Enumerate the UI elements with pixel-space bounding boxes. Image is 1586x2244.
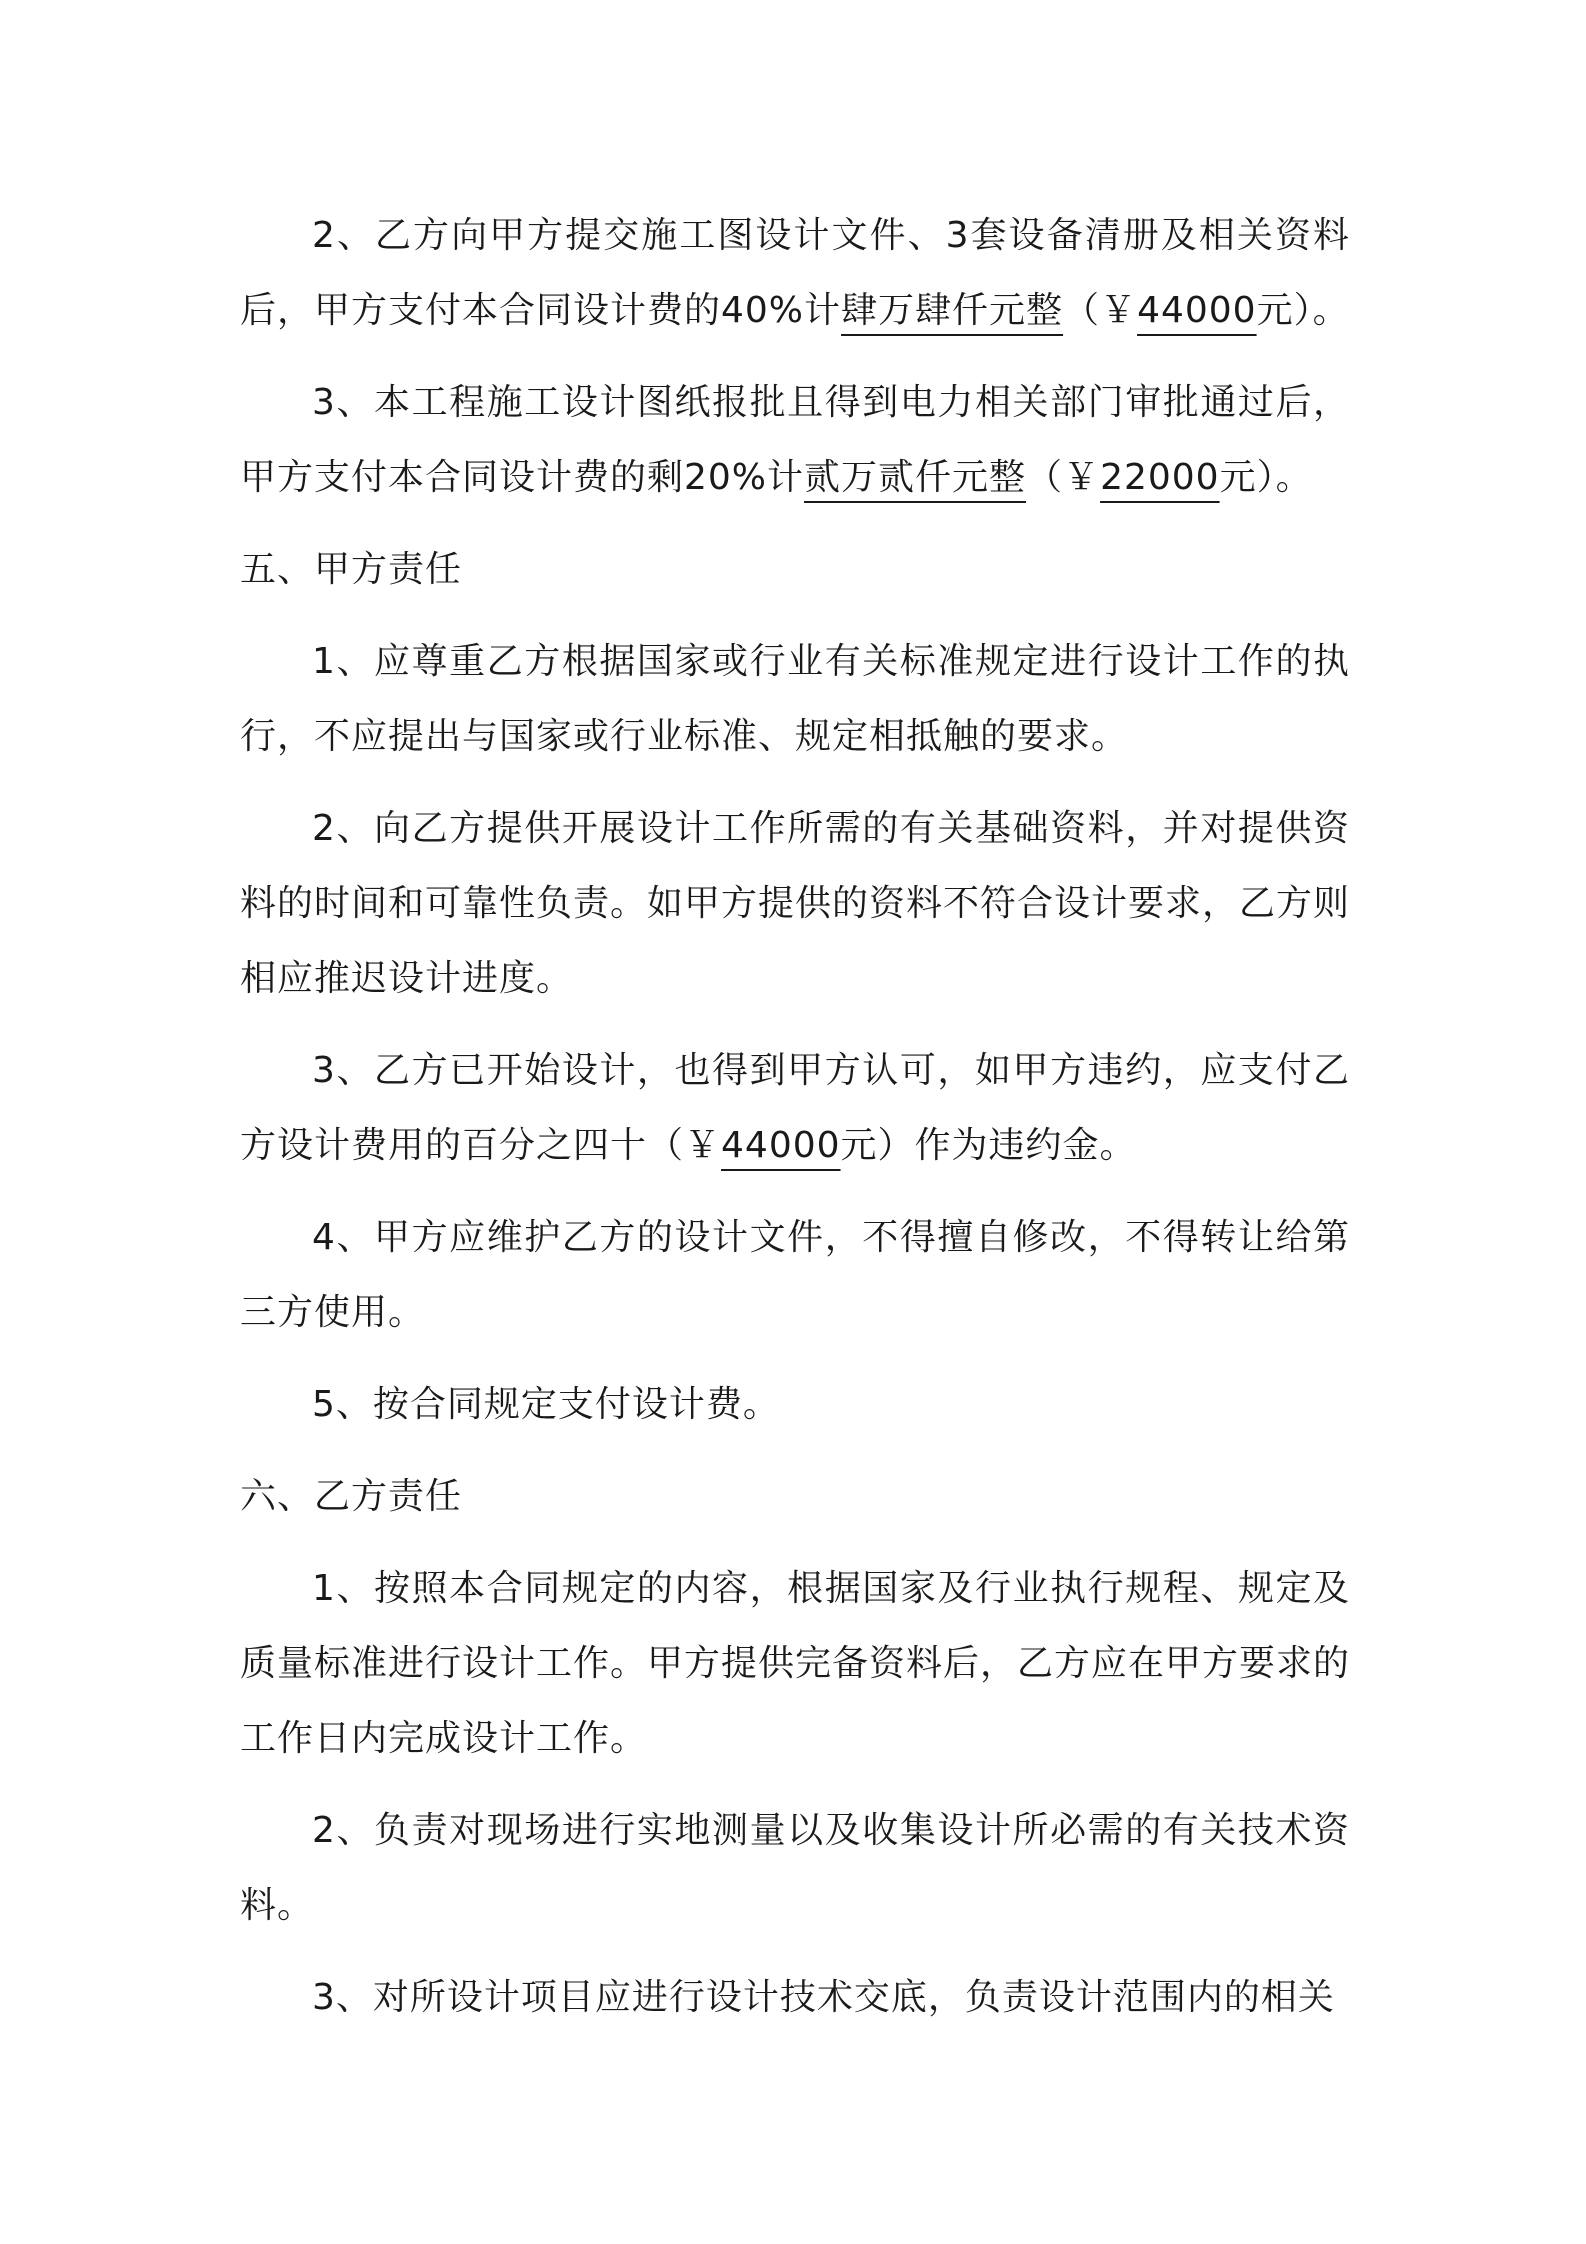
party-a-duty-3-tail: 元）作为违约金。 (840, 1125, 1137, 1166)
party-a-duty-1: 1、应尊重乙方根据国家或行业有关标准规定进行设计工作的执行，不应提出与国家或行业标准、规定相抵触的要求。 (240, 641, 1350, 757)
amount-in-words: 肆万肆仟元整 (841, 290, 1064, 331)
party-b-duty-3: 3、对所设计项目应进行设计技术交底，负责设计范围内的相关 (312, 1977, 1335, 2018)
section-heading-party-b-duties: 六、乙方责任 (240, 1476, 463, 1517)
payment-clause-3 (240, 365, 1350, 515)
party-a-duty-3 (240, 1033, 1350, 1183)
party-b-duty-2: 2、负责对现场进行实地测量以及收集设计所必需的有关技术资料。 (240, 1810, 1350, 1926)
payment-clause-2 (240, 198, 1350, 348)
party-b-duty-1: 1、按照本合同规定的内容，根据国家及行业执行规程、规定及质量标准进行设计工作。甲方提供完备资料后，乙方应在甲方要求的工作日内完成设计工作。 (240, 1568, 1351, 1759)
payment-clause-3-unit: 元）。 (1219, 457, 1313, 498)
payment-clause-2-unit: 元）。 (1256, 290, 1350, 331)
section-heading-party-a-duties: 五、甲方责任 (240, 549, 463, 590)
party-a-duty-3-text: 3、乙方已开始设计，也得到甲方认可，如甲方违约，应支付乙方设计费用的百分之四十（￥ (240, 1050, 1350, 1166)
party-a-duty-2: 2、向乙方提供开展设计工作所需的有关基础资料，并对提供资料的时间和可靠性负责。如甲方提供的资料不符合设计要求，乙方则相应推迟设计进度。 (240, 808, 1351, 999)
party-a-duty-4: 4、甲方应维护乙方的设计文件，不得擅自修改，不得转让给第三方使用。 (240, 1217, 1350, 1333)
payment-clause-2-text: 2、乙方向甲方提交施工图设计文件、3套设备清册及相关资料后，甲方支付本合同设计费的40%计 (240, 215, 1350, 331)
contract-text (240, 198, 1350, 2052)
payment-clause-3-text: 3、本工程施工设计图纸报批且得到电力相关部门审批通过后，甲方支付本合同设计费的剩20%计 (240, 382, 1350, 498)
payment-clause-3-currency: （￥ (1026, 457, 1101, 498)
amount-in-words: 贰万贰仟元整 (804, 457, 1027, 498)
amount-in-figures: 22000 (1100, 457, 1220, 498)
penalty-amount: 44000 (721, 1125, 841, 1166)
amount-in-figures: 44000 (1137, 290, 1257, 331)
payment-clause-2-currency: （￥ (1063, 290, 1138, 331)
party-a-duty-5: 5、按合同规定支付设计费。 (312, 1384, 780, 1425)
